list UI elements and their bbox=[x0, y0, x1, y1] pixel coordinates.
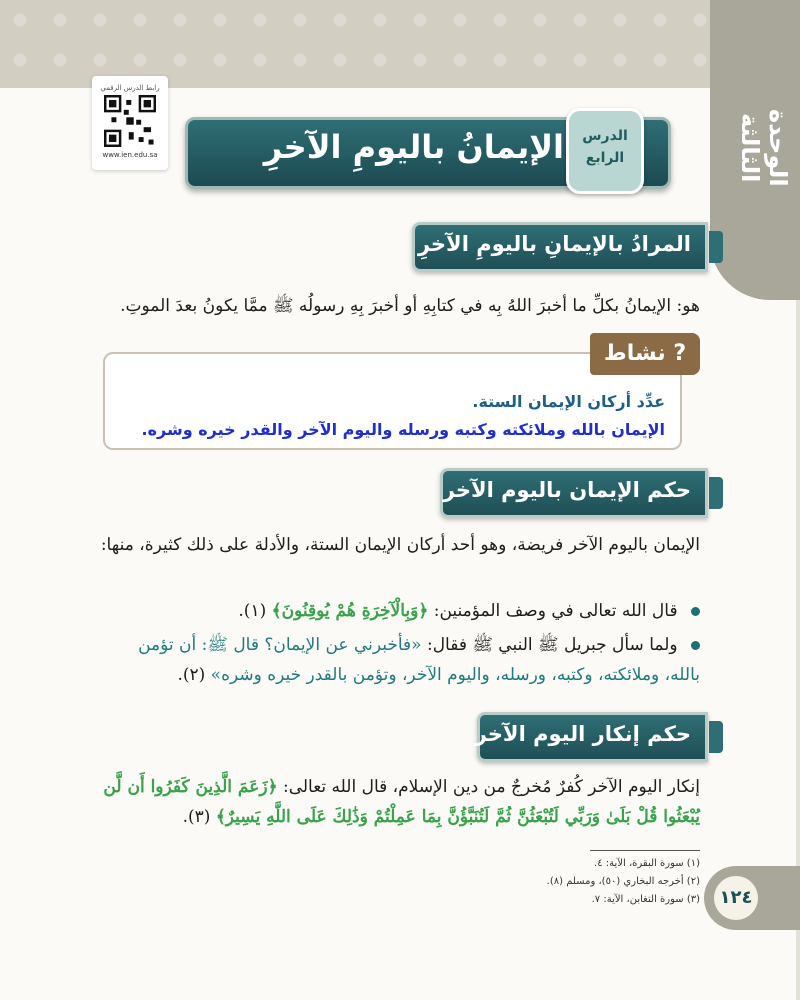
lesson-badge-line1: الدرس bbox=[582, 128, 628, 144]
bullet-text: ولما سأل جبريل ﷺ النبي ﷺ فقال: bbox=[421, 635, 678, 655]
footnotes bbox=[470, 855, 700, 909]
activity-answer: الإيمان بالله وملائكته وكتبه ورسله واليوم الآخر والقدر خيره وشره. bbox=[141, 420, 665, 439]
quran-verse: ﴿وَبِالْآخِرَةِ هُمْ يُوقِنُونَ﴾ bbox=[271, 601, 429, 621]
heading-stripe bbox=[709, 231, 723, 263]
activity-question: عدِّد أركان الإيمان الستة. bbox=[472, 392, 665, 411]
section-heading-meaning bbox=[412, 222, 708, 272]
qr-code-icon bbox=[104, 95, 156, 147]
footnote-3: (٣) سورة التغابن، الآية: ٧. bbox=[591, 894, 700, 905]
section-text-meaning: هو: الإيمانُ بكلِّ ما أخبرَ اللهُ بِه في كتابِهِ أو أخبرَ بِهِ رسولُه ﷺ ممَّا يكونُ بعدَ الموتِ. bbox=[120, 296, 700, 316]
hadith-quote: «فأخبرني عن الإيمان؟ قال ﷺ: أن تؤمن بالله، وملائكته، وكتبه، ورسله، واليوم الآخر، وتؤمن بالقدر خيره وشره» bbox=[138, 635, 700, 685]
footnote-ref: (١). bbox=[238, 601, 267, 621]
footnote-divider bbox=[590, 850, 700, 851]
qr-card[interactable] bbox=[92, 76, 168, 170]
bullet-dot bbox=[691, 607, 700, 616]
question-mark-icon: ? bbox=[673, 341, 687, 366]
section-text-ruling: الإيمان باليوم الآخر فريضة، وهو أحد أركان الإيمان الستة، والأدلة على ذلك كثيرة، منها: bbox=[100, 535, 700, 555]
footnote-ref: (٢). bbox=[177, 665, 206, 685]
bullet-item-2 bbox=[100, 630, 700, 690]
footnote-2: (٢) أخرجه البخاري (٥٠)، ومسلم (٨). bbox=[546, 876, 700, 887]
section-text: إنكار اليوم الآخر كُفرٌ مُخرجٌ من دين الإسلام، قال الله تعالى: bbox=[277, 777, 700, 797]
section-title: المرادُ بالإيمانِ باليومِ الآخرِ bbox=[417, 232, 691, 256]
heading-stripe bbox=[709, 477, 723, 509]
activity-label: نشاط bbox=[603, 341, 666, 366]
heading-stripe bbox=[709, 721, 723, 753]
section-title: حكم الإيمان باليوم الآخر bbox=[442, 478, 691, 502]
section-title: حكم إنكار اليوم الآخر bbox=[474, 722, 691, 746]
unit-label: الوحدة الثالثة bbox=[736, 109, 792, 187]
page-number-tab bbox=[704, 866, 800, 930]
quran-verse: ﴿زَعَمَ الَّذِينَ كَفَرُوا أَن لَّن يُبْعَثُوا قُلْ بَلَىٰ وَرَبِّي لَتُبْعَثُنَّ ثُمَّ لَتُنَبَّؤُنَّ بِمَا عَمِلْتُمْ وَذَٰلِكَ عَلَى اللَّهِ يَسِيرٌ﴾ bbox=[103, 777, 700, 827]
qr-url[interactable]: www.ien.edu.sa bbox=[102, 151, 158, 159]
top-decorative-band bbox=[0, 0, 800, 88]
footnote-ref: (٣). bbox=[182, 807, 211, 827]
lesson-badge-line2: الرابع bbox=[585, 150, 625, 166]
section-heading-ruling bbox=[440, 468, 708, 518]
bullet-text: قال الله تعالى في وصف المؤمنين: bbox=[428, 601, 678, 621]
section-text-denial bbox=[100, 772, 700, 832]
page-number: ١٢٤ bbox=[714, 876, 758, 920]
bullet-item-1 bbox=[100, 596, 700, 626]
footnote-1: (١) سورة البقرة، الآية: ٤. bbox=[594, 858, 700, 869]
section-heading-denial bbox=[474, 712, 708, 762]
bullet-dot bbox=[691, 641, 700, 650]
activity-tag bbox=[590, 333, 700, 375]
qr-caption: رابط الدرس الرقمي bbox=[100, 84, 160, 92]
lesson-title: الإيمانُ باليومِ الآخرِ bbox=[263, 128, 564, 166]
lesson-badge bbox=[566, 108, 644, 194]
